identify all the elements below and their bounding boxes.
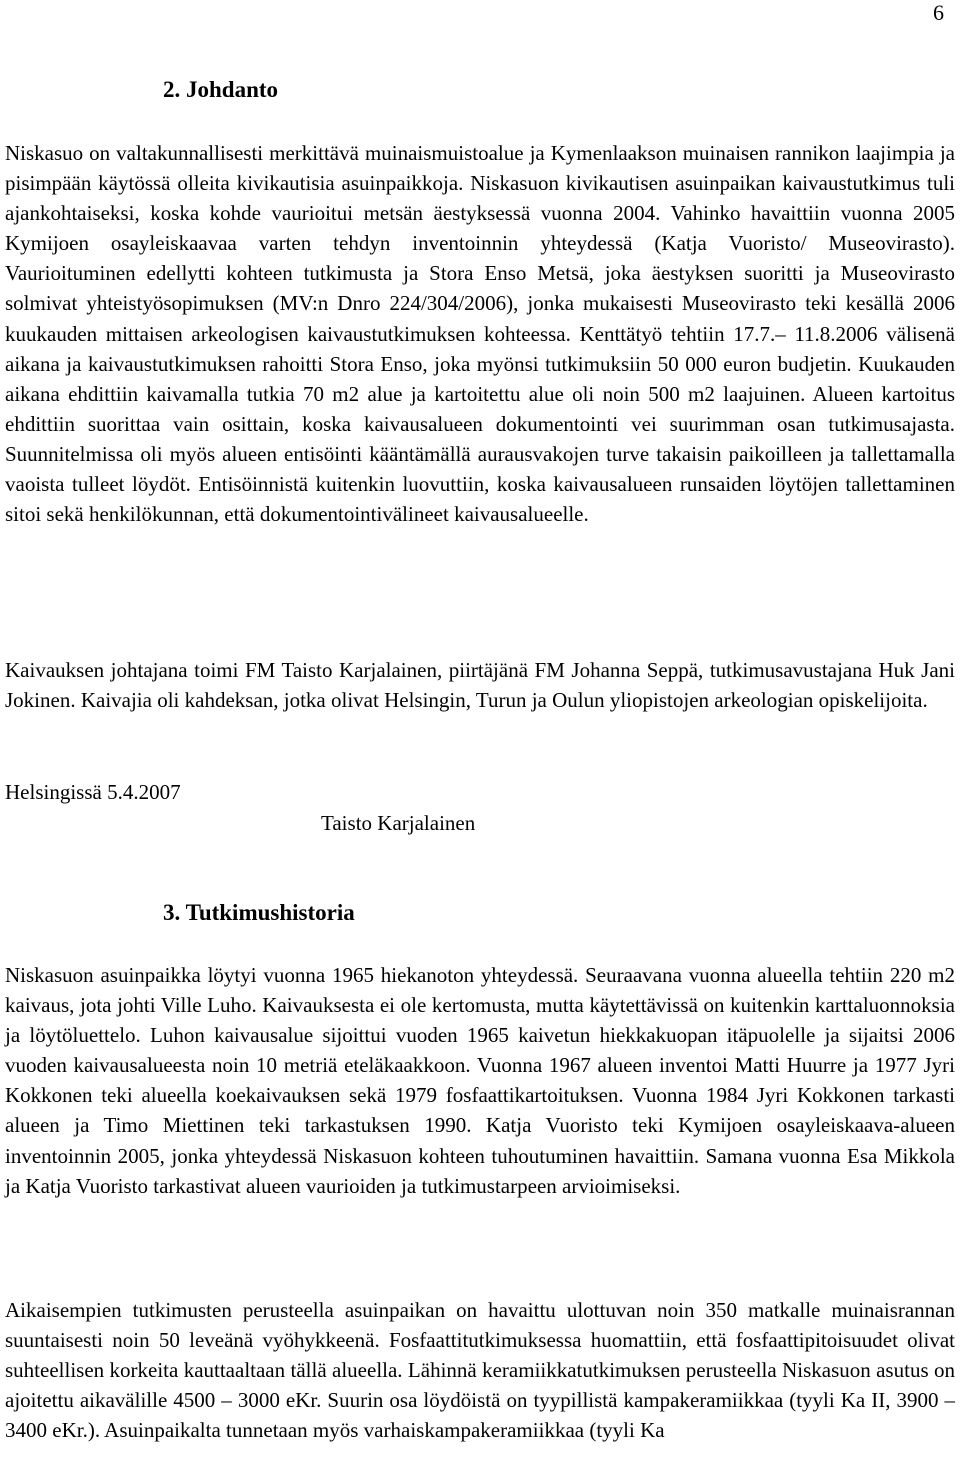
history-paragraph-1: Niskasuon asuinpaikka löytyi vuonna 1965 hiekanoton yhteydessä. Seuraavana vuonna alueella tehtiin 220 m2 kaivaus, jota johti Ville Luho. Kaivauksesta ei ole kertomusta, mutta käytettävissä on kuitenkin karttaluonnoksia ja löytöluettelo. Luhon kaivausalue sijoittui vuoden 1965 kaivetun hiekkakuopan itäpuolelle ja sijaitsi 2006 vuoden kaivausalueesta noin 10 metriä eteläkaakkoon. Vuonna 1967 alueen inventoi Matti Huurre ja 1977 Jyri Kokkonen teki alueella koekaivauksen sekä 1979 fosfaattikartoituksen. Vuonna 1984 Jyri Kokkonen tarkasti alueen ja Timo Miettinen teki tarkastuksen 1990. Katja Vuoristo teki Kymijoen osayleiskaava-alueen inventoinnin 2005, jonka yhteydessä Niskasuon kohteen tuhoutuminen havaittiin. Samana vuonna Esa Mikkola ja Katja Vuoristo tarkastivat alueen vaurioiden ja tutkimustarpeen arvioimiseksi. [5, 963, 955, 1198]
intro-paragraph-2: Kaivauksen johtajana toimi FM Taisto Karjalainen, piirtäjänä FM Johanna Seppä, tutkimusavustajana Huk Jani Jokinen. Kaivajia oli kahdeksan, jotka olivat Helsingin, Turun ja Oulun yliopistojen arkeologian opiskelijoita. [5, 658, 955, 713]
page-number: 6 [933, 0, 944, 25]
intro-paragraph-1: Niskasuo on valtakunnallisesti merkittävä muinaismuistoalue ja Kymenlaakson muinaisen rannikon laajimpia ja pisimpään käytössä olleita kivikautisia asuinpaikkoja. Niskasuon kivikautisen asuinpaikan kaivaustutkimus tuli ajankohtaiseksi, koska kohde vaurioitui metsän äestyksessä vuonna 2004. Vahinko havaittiin vuonna 2005 Kymijoen osayleiskaavaa varten tehdyn inventoinnin yhteydessä (Katja Vuoristo/ Museovirasto). Vaurioituminen edellytti kohteen tutkimusta ja Stora Enso Metsä, joka äestyksen suoritti ja Museovirasto solmivat yhteistyösopimuksen (MV:n Dnro 224/304/2006), jonka mukaisesti Museovirasto teki kesällä 2006 kuukauden mittaisen arkeologisen kaivaustutkimuksen kohteessa. Kenttätyö tehtiin 17.7.– 11.8.2006 välisenä aikana ja kaivaustutkimuksen rahoitti Stora Enso, joka myönsi tutkimuksiin 50 000 euron budjetin. Kuukauden aikana ehdittiin kaivamalla tutkia 70 m2 alue ja kartoitettu alue oli noin 500 m2 laajuinen. Alueen kartoitus ehdittiin suorittaa vain osittain, koska kaivausalueen dokumentointi vei suurimman osan tutkimusajasta. Suunnitelmissa oli myös alueen entisöinti kääntämällä aurausvakojen turve takaisin paikoilleen ja tallettamalla vaoista tulleet löydöt. Entisöinnistä kuitenkin luovuttiin, koska kaivausalueen runsaiden löytöjen tallettaminen sitoi sekä henkilökunnan, että dokumentointivälineet kaivausalueelle. [5, 141, 955, 527]
section-heading-research-history: 3. Tutkimushistoria [163, 900, 355, 925]
history-paragraph-2: Aikaisempien tutkimusten perusteella asuinpaikan on havaittu ulottuvan noin 350 matkalle muinaisrannan suuntaisesti noin 50 leveänä vyöhykkeenä. Fosfaattitutkimuksessa huomattiin, että fosfaattipitoisuudet olivat suhteellisen korkeita kauttaaltaan tällä alueella. Lähinnä keramiikkatutkimuksen perusteella Niskasuon asutus on ajoitettu aikavälille 4500 – 3000 eKr. Suurin osa löydöistä on tyypillistä kampakeramiikkaa (tyyli Ka II, 3900 – 3400 eKr.). Asuinpaikalta tunnetaan myös varhaiskampakeramiikkaa (tyyli Ka [5, 1298, 955, 1443]
section-heading-introduction: 2. Johdanto [163, 77, 279, 102]
signature-name: Taisto Karjalainen [321, 811, 476, 835]
place-date: Helsingissä 5.4.2007 [5, 780, 181, 804]
